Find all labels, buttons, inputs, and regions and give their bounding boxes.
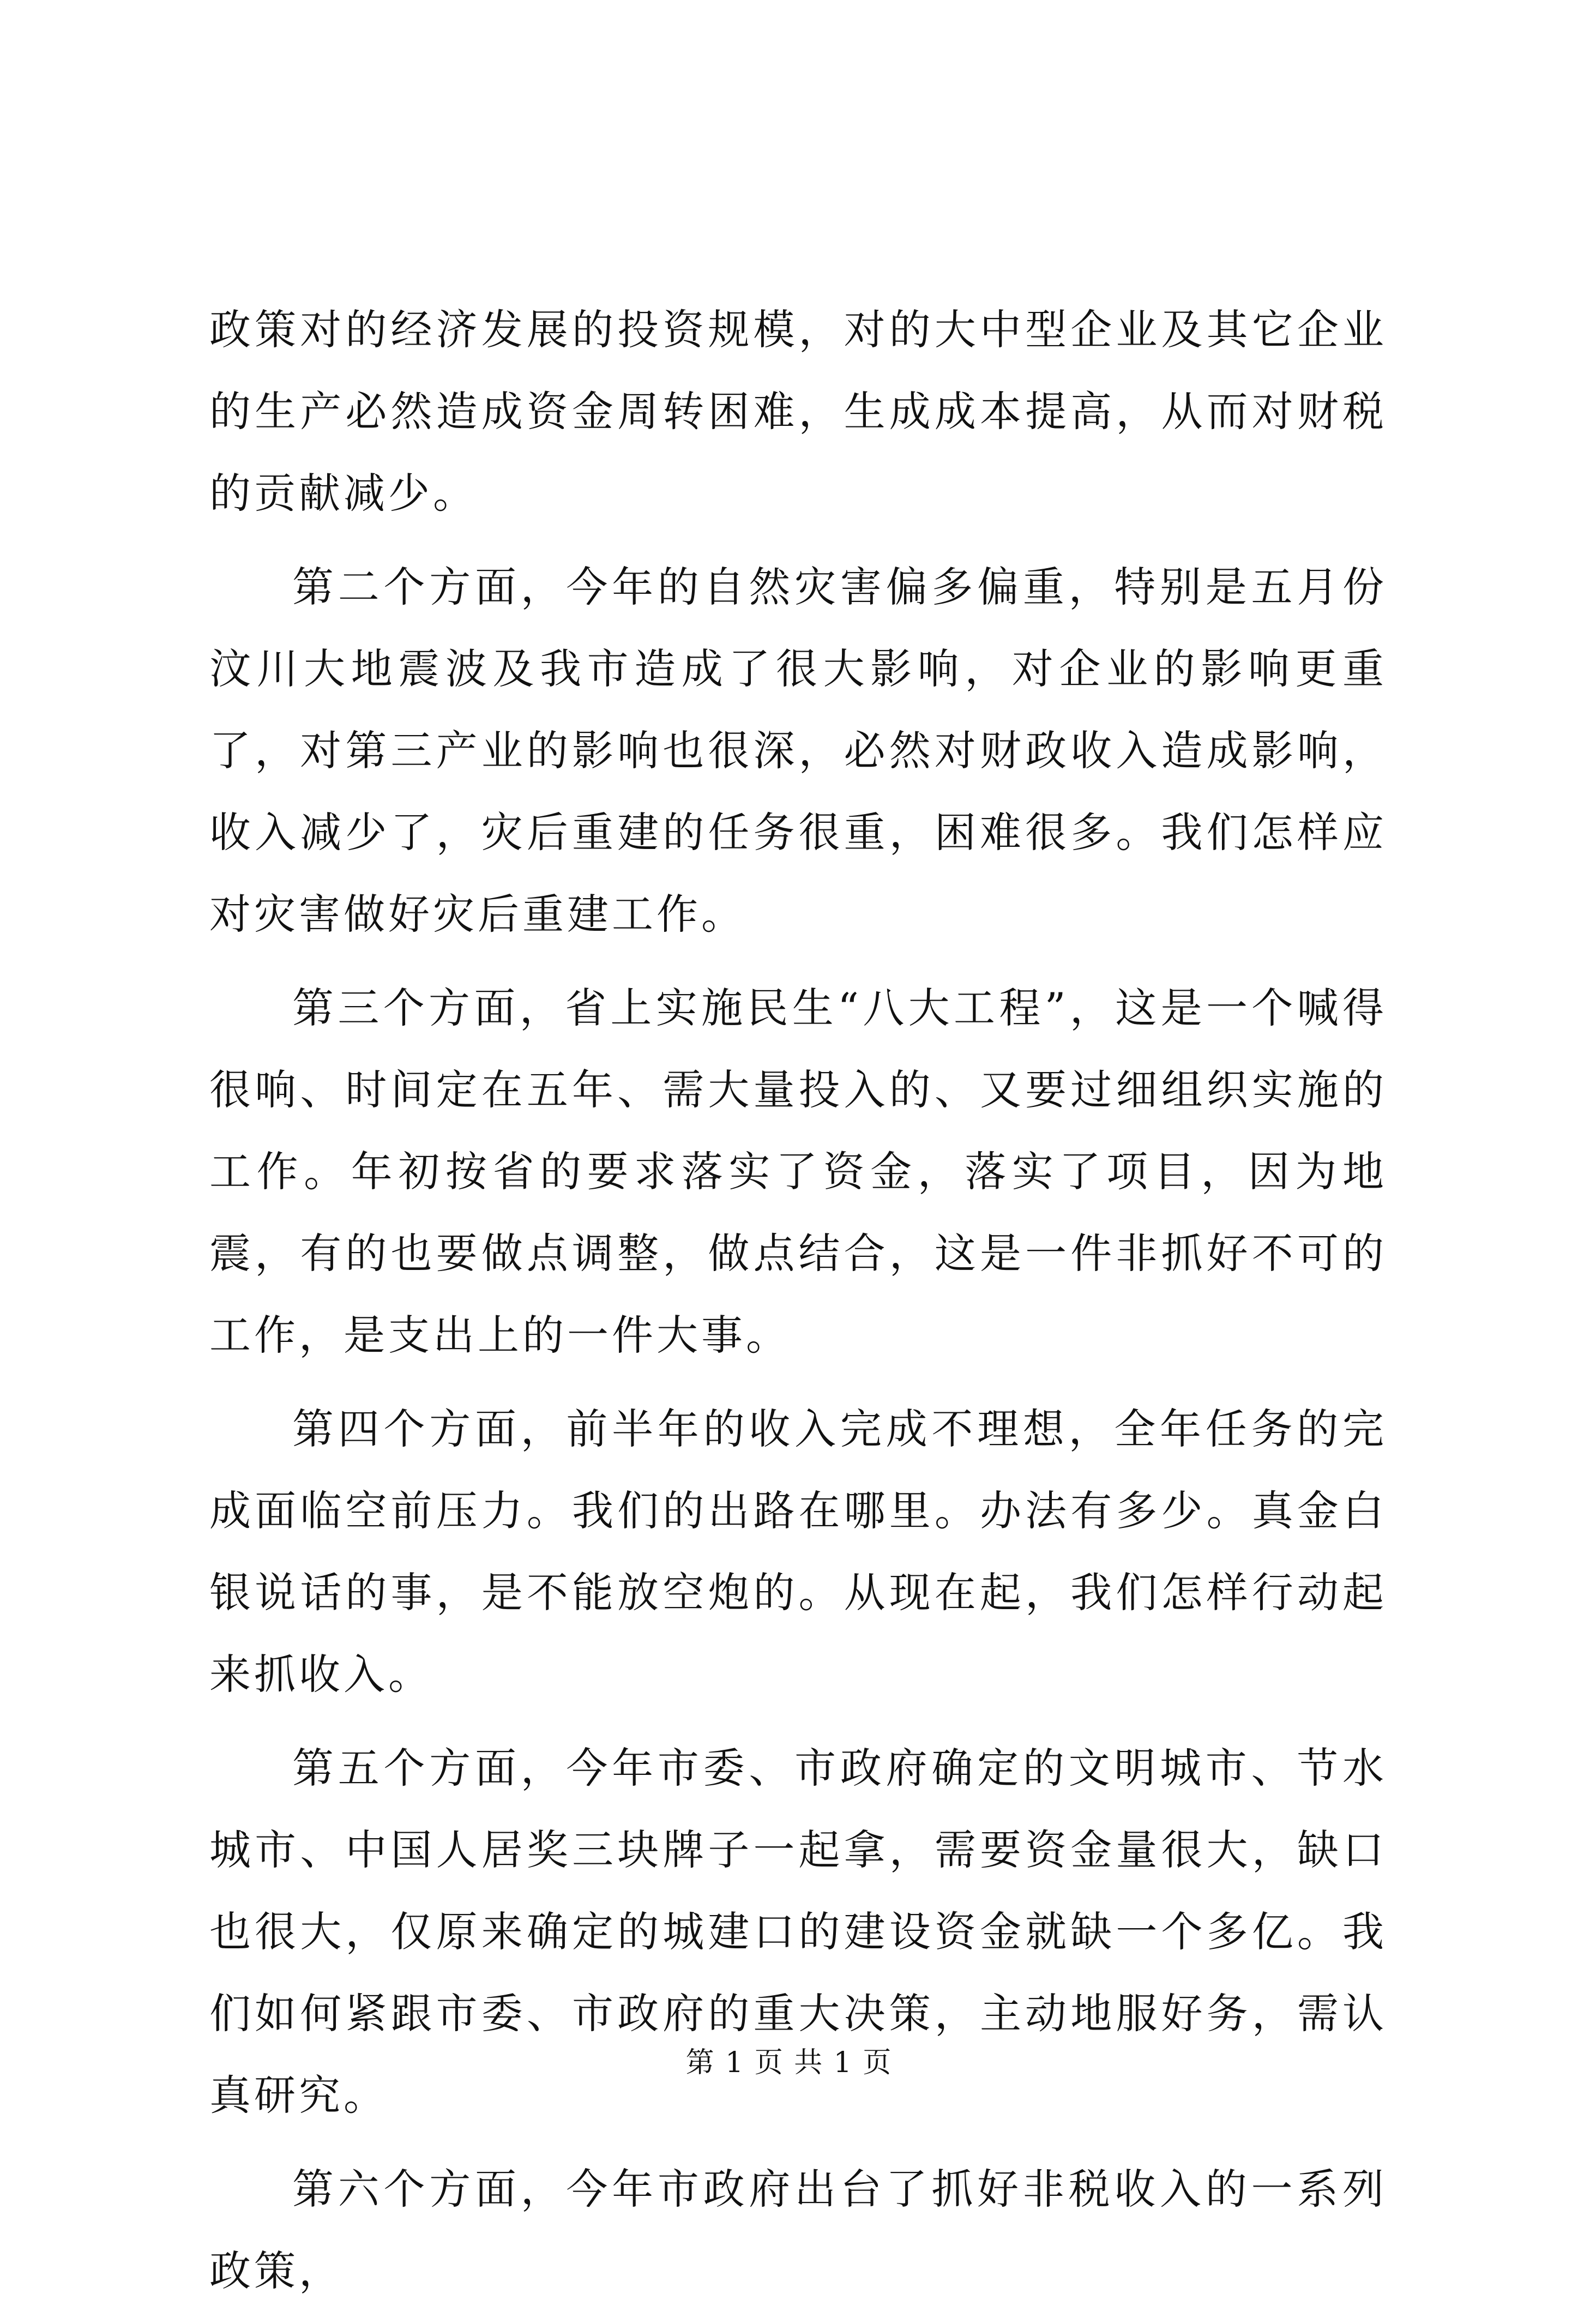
paragraph-third-aspect: 第三个方面，省上实施民生“八大工程”，这是一个喊得很响、时间定在五年、需大量投入的、又要过细组织实施的工作。年初按省的要求落实了资金，落实了项目，因为地震，有的也要做点调整，做点结合，这是一件非抓好不可的工作，是支出上的一件大事。: [209, 984, 1387, 1359]
paragraph-continuation: 政策对的经济发展的投资规模，对的大中型企业及其它企业的生产必然造成资金周转困难，生成成本提高，从而对财税的贡献减少。: [209, 305, 1387, 517]
document-body: [209, 289, 1387, 2324]
page-number-label: 第 1 页 共 1 页: [685, 2046, 893, 2079]
paragraph-second-aspect: 第二个方面，今年的自然灾害偏多偏重，特别是五月份汶川大地震波及我市造成了很大影响，对企业的影响更重了，对第三产业的影响也很深，必然对财政收入造成影响，收入减少了，灾后重建的任务很重，困难很多。我们怎样应对灾害做好灾后重建工作。: [209, 563, 1387, 938]
paragraph-fourth-aspect: 第四个方面，前半年的收入完成不理想，全年任务的完成面临空前压力。我们的出路在哪里。办法有多少。真金白银说话的事，是不能放空炮的。从现在起，我们怎样行动起来抓收入。: [209, 1405, 1387, 1699]
page-footer: [0, 2039, 1578, 2080]
paragraph-fifth-aspect: 第五个方面，今年市委、市政府确定的文明城市、节水城市、中国人居奖三块牌子一起拿，需要资金量很大，缺口也很大，仅原来确定的城建口的建设资金就缺一个多亿。我们如何紧跟市委、市政府的重大决策，主动地服好务，需认真研究。: [209, 1744, 1387, 2120]
paragraph-sixth-aspect: 第六个方面，今年市政府出台了抓好非税收入的一系列政策，: [209, 2165, 1387, 2295]
